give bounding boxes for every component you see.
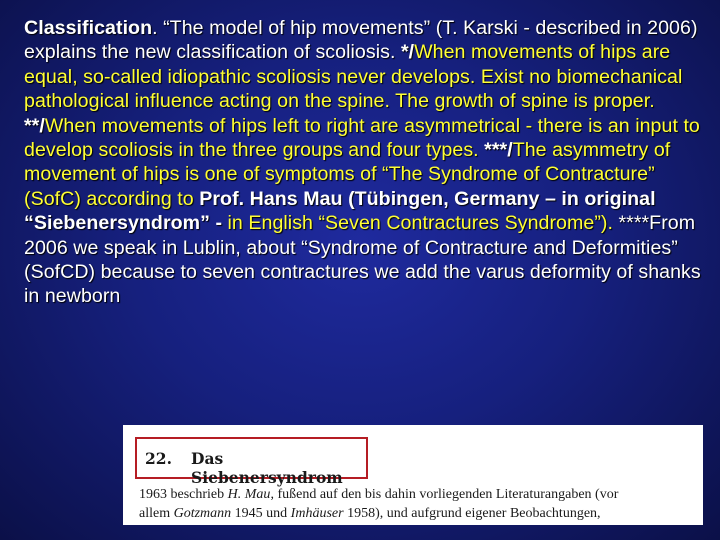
text-segment: The asymmetry of movement of hips is one of symptoms of “The Syndrome of Contracture” (SofC) according to [24, 139, 671, 210]
excerpt-text: allem [139, 506, 174, 521]
text-segment: in English “Seven Contractures Syndrome”). [227, 212, 619, 235]
text-segment: Prof. Hans Mau (Tübingen, Germany – in original “Siebenersyndrom” - [24, 187, 656, 235]
slide-body-text [24, 16, 714, 309]
excerpt-author: H. Mau [227, 487, 271, 502]
text-segment: Classification [24, 17, 153, 39]
excerpt-line-1 [139, 485, 699, 504]
text-segment: **/ [24, 114, 45, 137]
excerpt-text: 1958), und aufgrund eigener Beobachtungen, [343, 506, 601, 521]
excerpt-number: 22. [145, 449, 172, 468]
excerpt-body [139, 485, 699, 523]
excerpt-title: Das Siebenersyndrom [191, 449, 343, 487]
excerpt-line-2 [139, 504, 699, 523]
book-excerpt-image [123, 425, 703, 525]
text-segment: When movements of hips are equal, so-called idiopathic scoliosis never develops. Exist no biomechanical pathological influence acting on the spine. The growth of spine is proper. [24, 41, 683, 113]
text-segment: ***/ [484, 139, 513, 162]
excerpt-heading-box [135, 437, 368, 487]
excerpt-text: 1945 und [231, 506, 291, 521]
text-segment: */ [400, 41, 415, 64]
text-segment: ****From 2006 we speak in Lublin, about “Syndrome of Contracture and Deformities” (SofCD) because to seven contractures we add the varus deformity of shanks in newborn [24, 212, 701, 308]
excerpt-author: Gotzmann [173, 506, 232, 521]
text-segment: When movements of hips left to right are asymmetrical - there is an input to develop scoliosis in the three groups and four types. [24, 114, 700, 162]
excerpt-author: Imhäuser [290, 506, 344, 521]
text-segment: . “The model of hip movements” (T. Karski - described in 2006) explains the new classification of scoliosis. [24, 17, 698, 64]
excerpt-text: 1963 beschrieb [139, 487, 228, 502]
excerpt-text: , fußend auf den bis dahin vorliegenden Literaturangaben (vor [270, 487, 619, 502]
